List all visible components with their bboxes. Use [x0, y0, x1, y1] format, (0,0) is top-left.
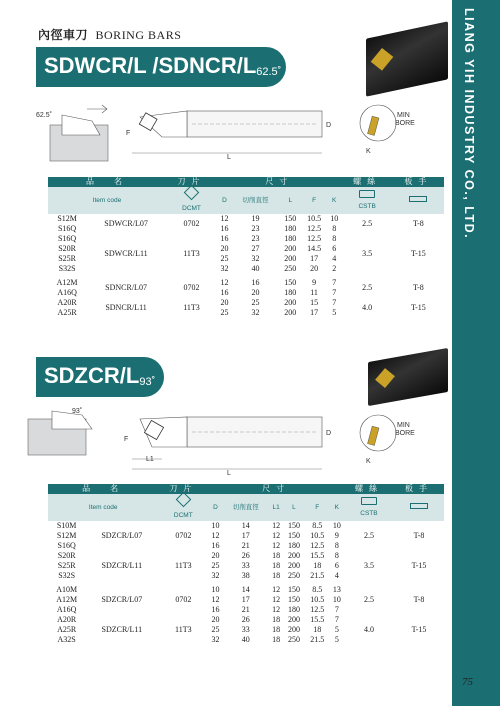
- dim-value: 23: [251, 224, 260, 233]
- dim-value: 16: [220, 234, 229, 243]
- insert-header: [166, 187, 217, 214]
- dim-value: 12.5: [310, 605, 325, 614]
- insert-size: 0702: [175, 595, 192, 604]
- model-code: S12M: [56, 531, 77, 540]
- dim-header: L1: [269, 494, 283, 521]
- dim-K: K: [366, 458, 371, 465]
- dim-value: 17: [310, 254, 319, 263]
- insert-size: 0702: [183, 283, 200, 292]
- dim-value: 23: [251, 234, 260, 243]
- dim-value: 15.5: [310, 615, 325, 624]
- dim-value: 13: [332, 585, 341, 594]
- dim-value: 150: [284, 214, 297, 223]
- model-code: S20R: [58, 244, 76, 253]
- section-angle: 93˚: [139, 376, 156, 388]
- col-group-header: 螺絲: [342, 177, 393, 187]
- dim-value: 180: [284, 234, 297, 243]
- dim-value: 17: [241, 595, 250, 604]
- col-group-header: 品 名: [48, 177, 166, 187]
- insert-shape-icon: [176, 492, 192, 508]
- screw-icon: [359, 190, 375, 198]
- dim-header: F: [305, 494, 330, 521]
- dim-header: D: [217, 187, 232, 214]
- screw-size: 4.0: [362, 303, 373, 312]
- dim-value: 21: [241, 605, 250, 614]
- dim-value: 20: [251, 288, 260, 297]
- dim-value: 11: [310, 288, 318, 297]
- table-row: [48, 214, 444, 224]
- table-row: [48, 234, 444, 244]
- insert-shape-icon: [184, 185, 200, 201]
- screw-code: CSTB: [358, 202, 376, 210]
- screw-size: 2.5: [363, 595, 374, 604]
- screw-size: 2.5: [362, 283, 373, 292]
- min-bore-1: MIN: [397, 112, 410, 119]
- dim-value: 21.5: [310, 635, 325, 644]
- col-group-header: 板手: [393, 177, 444, 187]
- dim-value: 4: [332, 254, 337, 263]
- tool-name: SDZCR/L11: [101, 625, 143, 634]
- tool-name: SDZCR/L11: [101, 561, 143, 570]
- table-row: [48, 615, 444, 625]
- dim-value: 5: [332, 308, 337, 317]
- dim-value: 18: [272, 635, 281, 644]
- key-size: T-15: [410, 303, 426, 312]
- tool-name: SDNCR/L11: [105, 303, 147, 312]
- dim-value: 10.5: [310, 531, 325, 540]
- insert-header: [158, 494, 208, 521]
- dim-value: 200: [284, 244, 297, 253]
- dim-value: 12: [211, 595, 220, 604]
- model-code: A16Q: [56, 605, 77, 614]
- col-group-header: 刀片: [166, 177, 217, 187]
- dim-value: 33: [241, 625, 250, 634]
- dim-value: 12.5: [307, 224, 322, 233]
- tool-name: SDZCR/L07: [101, 531, 143, 540]
- table-body: [48, 214, 444, 318]
- insert-icon: [375, 368, 395, 388]
- page-number: 75: [462, 676, 473, 688]
- dim-value: 10: [211, 585, 220, 594]
- dim-value: 12: [272, 605, 281, 614]
- dim-value: 32: [220, 264, 229, 273]
- dim-value: 18: [272, 615, 281, 624]
- dim-header: L: [283, 494, 304, 521]
- dim-value: 40: [251, 264, 260, 273]
- dim-value: 7: [334, 605, 339, 614]
- dim-F: F: [126, 130, 131, 137]
- dim-value: 25: [211, 561, 220, 570]
- dim-value: 16: [220, 224, 229, 233]
- dim-value: 32: [251, 308, 260, 317]
- dim-value: 12: [272, 531, 281, 540]
- table-row: [48, 585, 444, 595]
- dim-value: 12: [272, 521, 281, 530]
- boring-bar-photo: [368, 348, 448, 406]
- dim-value: 17: [241, 531, 250, 540]
- tool-name: SDWCR/L07: [104, 219, 148, 228]
- col-group-header: 板手: [394, 484, 444, 494]
- screw-icon: [361, 497, 377, 505]
- dim-value: 12.5: [307, 234, 322, 243]
- dim-value: 150: [287, 585, 300, 594]
- model-code: A25R: [57, 625, 77, 634]
- dim-value: 20: [211, 551, 220, 560]
- table-body: [48, 521, 444, 645]
- dim-header: D: [208, 494, 222, 521]
- dim-value: 20: [220, 244, 229, 253]
- insert-size: 11T3: [183, 249, 200, 258]
- model-code: S20R: [57, 551, 76, 560]
- item-code-header: Item code: [48, 494, 158, 521]
- dim-value: 180: [287, 541, 300, 550]
- table-head: [48, 484, 444, 521]
- dim-value: 10: [332, 521, 341, 530]
- model-code: S10M: [56, 521, 77, 530]
- tool-name: SDWCR/L11: [104, 249, 148, 258]
- header-cn: 內徑車刀: [38, 28, 89, 42]
- insert-size: 11T3: [175, 561, 192, 570]
- dim-value: 14.5: [307, 244, 322, 253]
- model-code: S25R: [57, 561, 76, 570]
- dim-value: 7: [332, 288, 337, 297]
- dim-value: 17: [310, 308, 319, 317]
- screw-size: 3.5: [362, 249, 373, 258]
- dim-value: 25: [251, 298, 260, 307]
- dim-header: K: [327, 187, 342, 214]
- model-code: S25R: [58, 254, 76, 263]
- header-row-1: [48, 177, 444, 187]
- model-code: A12M: [56, 595, 78, 604]
- dim-value: 12.5: [310, 541, 325, 550]
- key-size: T-15: [410, 249, 426, 258]
- insert-size: 0702: [175, 531, 192, 540]
- dim-value: 25: [220, 308, 229, 317]
- dim-value: 18: [313, 625, 322, 634]
- dim-value: 150: [287, 521, 300, 530]
- table-head: [48, 177, 444, 214]
- dim-value: 25: [220, 254, 229, 263]
- section-title: SDWCR/L /SDNCR/L: [44, 53, 257, 78]
- dim-F: F: [124, 436, 129, 443]
- col-group-header: 刀片: [158, 484, 208, 494]
- angle-label: 93˚: [72, 408, 83, 415]
- key-size: T-8: [413, 595, 425, 604]
- dim-value: 7: [332, 298, 337, 307]
- dim-value: 33: [241, 561, 250, 570]
- tool-name: SDNCR/L07: [105, 283, 147, 292]
- key-size: T-15: [411, 625, 427, 634]
- dim-value: 32: [211, 571, 220, 580]
- dim-value: 7: [332, 278, 337, 287]
- dim-value: 18: [272, 625, 281, 634]
- header-row-1: [48, 484, 444, 494]
- min-bore-2: BORE: [395, 120, 415, 127]
- dim-value: 21: [241, 541, 250, 550]
- dim-value: 7: [334, 615, 339, 624]
- dim-value: 10.5: [310, 595, 325, 604]
- dim-value: 20: [220, 298, 229, 307]
- dim-value: 5: [334, 635, 339, 644]
- dim-value: 180: [284, 288, 297, 297]
- page-header: [38, 26, 181, 43]
- screw-size: 2.5: [363, 531, 374, 540]
- model-code: A32S: [57, 635, 76, 644]
- dim-value: 12: [272, 595, 281, 604]
- dim-value: 40: [241, 635, 250, 644]
- col-group-header: 尺寸: [217, 177, 341, 187]
- dim-value: 200: [284, 308, 297, 317]
- dim-value: 18: [313, 561, 322, 570]
- dim-L: L: [227, 154, 231, 161]
- dim-value: 20: [211, 615, 220, 624]
- dim-value: 21.5: [310, 571, 325, 580]
- screw-size: 2.5: [362, 219, 373, 228]
- insert-size: 11T3: [175, 625, 192, 634]
- dim-value: 16: [211, 541, 220, 550]
- dim-value: 18: [272, 571, 281, 580]
- item-code-header: Item code: [48, 187, 166, 214]
- angle-label: 62.5˚: [36, 112, 52, 119]
- dim-value: 8: [334, 551, 339, 560]
- dim-value: 10: [330, 214, 339, 223]
- dim-value: 12: [272, 585, 281, 594]
- dim-value: 16: [251, 278, 260, 287]
- boring-bar-photo: [366, 21, 448, 96]
- dim-value: 19: [251, 214, 260, 223]
- dim-value: 8: [332, 224, 337, 233]
- dim-value: 14: [241, 521, 250, 530]
- col-group-header: 螺絲: [344, 484, 394, 494]
- dim-value: 10: [332, 595, 341, 604]
- dim-L1: L1: [146, 456, 154, 463]
- key-header: [393, 187, 444, 214]
- section-angle: 62.5˚: [256, 66, 282, 78]
- dim-value: 12: [220, 214, 229, 223]
- section-banner-sdzcr: [36, 357, 164, 397]
- model-code: A20R: [57, 615, 77, 624]
- dim-value: 12: [211, 531, 220, 540]
- key-size: T-15: [411, 561, 427, 570]
- col-group-header: 尺寸: [208, 484, 344, 494]
- dim-value: 8: [334, 541, 339, 550]
- dim-header: K: [330, 494, 344, 521]
- company-name: LIANG YIH INDUSTRY CO., LTD.: [462, 8, 476, 240]
- dim-value: 8.5: [312, 585, 323, 594]
- dim-value: 10.5: [307, 214, 322, 223]
- dim-value: 26: [241, 551, 250, 560]
- dim-header: 切削直徑: [223, 494, 269, 521]
- col-group-header: 品 名: [48, 484, 158, 494]
- dim-value: 25: [211, 625, 220, 634]
- model-code: S32S: [58, 264, 76, 273]
- dim-value: 18: [272, 561, 281, 570]
- technical-drawing-1: [22, 95, 452, 175]
- section-title: SDZCR/L: [44, 363, 140, 388]
- screw-size: 4.0: [363, 625, 374, 634]
- dim-value: 15: [310, 298, 319, 307]
- insert-size: 11T3: [183, 303, 200, 312]
- wrench-icon: [410, 503, 428, 509]
- model-code: S16Q: [57, 541, 76, 550]
- insert-code: DCMT: [173, 512, 193, 519]
- dim-value: 200: [287, 625, 300, 634]
- dim-value: 8.5: [312, 521, 323, 530]
- min-bore-2: BORE: [395, 430, 415, 437]
- dim-D: D: [326, 122, 332, 129]
- model-code: S12M: [57, 214, 77, 223]
- dim-value: 12: [272, 541, 281, 550]
- dim-value: 32: [251, 254, 260, 263]
- dim-value: 250: [287, 635, 300, 644]
- table-row: [48, 278, 444, 288]
- key-size: T-8: [413, 531, 425, 540]
- dim-value: 14: [241, 585, 250, 594]
- dim-value: 6: [334, 561, 339, 570]
- screw-header: [342, 187, 393, 214]
- dim-header: L: [279, 187, 301, 214]
- dim-value: 180: [284, 224, 297, 233]
- model-code: S32S: [58, 571, 76, 580]
- dim-value: 32: [211, 635, 220, 644]
- dim-value: 6: [332, 244, 337, 253]
- dim-value: 250: [287, 571, 300, 580]
- dim-value: 8: [332, 234, 337, 243]
- dim-value: 12: [220, 278, 229, 287]
- dim-header: F: [301, 187, 327, 214]
- dim-value: 26: [241, 615, 250, 624]
- dim-value: 150: [284, 278, 297, 287]
- dim-header: 切削直徑: [232, 187, 280, 214]
- model-code: S16Q: [57, 234, 77, 243]
- screw-header: [344, 494, 394, 521]
- header-row-2: [48, 187, 444, 214]
- spec-table-2: [48, 484, 444, 645]
- dim-value: 16: [211, 605, 220, 614]
- dim-value: 9: [312, 278, 317, 287]
- model-code: A12M: [56, 278, 78, 287]
- dim-value: 15.5: [310, 551, 325, 560]
- key-header: [394, 494, 444, 521]
- table-row: [48, 551, 444, 561]
- dim-value: 200: [287, 561, 300, 570]
- dim-value: 150: [287, 595, 300, 604]
- spec-table-1: [48, 177, 444, 318]
- dim-value: 20: [310, 264, 319, 273]
- dim-value: 9: [334, 531, 339, 540]
- wrench-icon: [409, 196, 427, 202]
- key-size: T-8: [412, 283, 424, 292]
- model-code: A20R: [57, 298, 77, 307]
- insert-icon: [371, 48, 394, 71]
- table-row: [48, 298, 444, 308]
- dim-D: D: [326, 430, 332, 437]
- section-banner-sdwcr: [36, 47, 286, 87]
- dim-value: 180: [287, 605, 300, 614]
- dim-L: L: [227, 470, 231, 477]
- insert-size: 0702: [183, 219, 200, 228]
- model-code: A10M: [56, 585, 78, 594]
- dim-value: 4: [334, 571, 339, 580]
- dim-value: 200: [287, 615, 300, 624]
- model-code: S16Q: [57, 224, 77, 233]
- dim-value: 150: [287, 531, 300, 540]
- dim-value: 10: [211, 521, 220, 530]
- tool-name: SDZCR/L07: [101, 595, 143, 604]
- min-bore-1: MIN: [397, 422, 410, 429]
- model-code: A25R: [57, 308, 77, 317]
- insert-code: DCMT: [182, 205, 201, 212]
- model-code: A16Q: [57, 288, 77, 297]
- screw-code: CSTB: [360, 509, 378, 517]
- dim-value: 16: [220, 288, 229, 297]
- key-size: T-8: [412, 219, 424, 228]
- side-brand-strip: [452, 0, 500, 706]
- header-en: BORING BARS: [95, 28, 182, 42]
- dim-value: 18: [272, 551, 281, 560]
- dim-value: 5: [334, 625, 339, 634]
- header-row-2: [48, 494, 444, 521]
- dim-value: 38: [241, 571, 250, 580]
- table-row: [48, 521, 444, 531]
- screw-size: 3.5: [363, 561, 374, 570]
- dim-value: 27: [251, 244, 260, 253]
- dim-K: K: [366, 148, 371, 155]
- dim-value: 200: [284, 254, 297, 263]
- dim-value: 200: [284, 298, 297, 307]
- dim-value: 2: [332, 264, 337, 273]
- technical-drawing-2: [22, 405, 452, 483]
- dim-value: 200: [287, 551, 300, 560]
- dim-value: 250: [284, 264, 297, 273]
